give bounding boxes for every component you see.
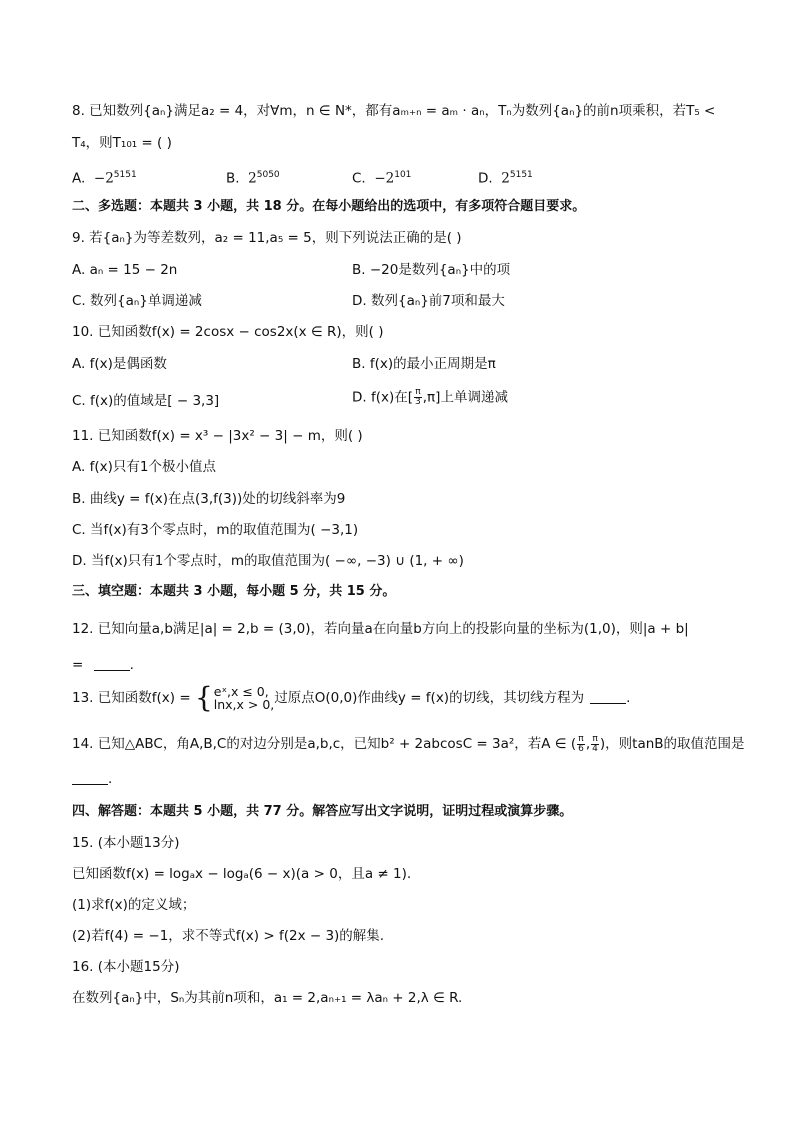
- q9-option-a: A. aₙ = 15 − 2n: [72, 262, 178, 278]
- q9-stem: 9. 若{aₙ}为等差数列，a₂ = 11,a₅ = 5，则下列说法正确的是( ): [72, 230, 462, 246]
- q8-stem-line2: T₄，则T₁₀₁ = ( ): [72, 135, 172, 151]
- q10-stem: 10. 已知函数f(x) = 2cosx − cos2x(x ∈ R)，则( ): [72, 324, 384, 340]
- q14-answer-blank: [72, 772, 108, 785]
- q15-part1: (1)求f(x)的定义域；: [72, 897, 196, 913]
- q11-option-d: D. 当f(x)只有1个零点时，m的取值范围为( −∞, −3) ∪ (1, + ∞): [72, 553, 464, 569]
- q12-line1: 12. 已知向量a,b满足|a| = 2,b = (3,0)，若向量a在向量b方向上的投影向量的坐标为(1,0)，则|a + b|: [72, 621, 689, 637]
- q10-option-d: D. f(x)在[ $\frac{\pi}{3}$ ,π]上单调递减: [352, 387, 508, 407]
- fraction-pi-over-6: $\frac{\pi}{6}$: [578, 733, 584, 754]
- q10-option-b: B. f(x)的最小正周期是π: [352, 356, 496, 372]
- q12-answer-blank: [94, 658, 130, 671]
- q14-stem: 14. 已知△ABC，角A,B,C的对边分别是a,b,c，已知b² + 2abcosC = 3a²，若A ∈ ( $\frac{\pi}{6}$ , $\frac{\pi}{4}$ )，则tanB的取值范围是: [72, 733, 745, 754]
- q13-stem: 13. 已知函数f(x) = { eˣ,x ≤ 0, lnx,x > 0, 过原点O(0,0)作曲线y = f(x)的切线，其切线方程为 .: [72, 681, 631, 714]
- q11-option-b: B. 曲线y = f(x)在点(3,f(3))处的切线斜率为9: [72, 491, 346, 507]
- q16-stem: 在数列{aₙ}中，Sₙ为其前n项和，a₁ = 2,aₙ₊₁ = λaₙ + 2,λ ∈ R.: [72, 990, 463, 1006]
- q12-line2: = .: [72, 657, 134, 673]
- q10-option-c: C. f(x)的值域是[ − 3,3]: [72, 393, 220, 409]
- q9-option-c: C. 数列{aₙ}单调递减: [72, 293, 202, 309]
- q10-option-a: A. f(x)是偶函数: [72, 356, 167, 372]
- q8-option-d: D. $2^{5151}$: [478, 170, 533, 187]
- q11-option-a: A. f(x)只有1个极小值点: [72, 459, 216, 475]
- section-multiple-choice-heading: 二、多选题：本题共 3 小题，共 18 分。在每小题给出的选项中，有多项符合题目要求。: [72, 199, 586, 214]
- q15-part2: (2)若f(4) = −1，求不等式f(x) > f(2x − 3)的解集.: [72, 928, 385, 944]
- q9-option-d: D. 数列{aₙ}前7项和最大: [352, 293, 505, 309]
- q13-piecewise: { eˣ,x ≤ 0, lnx,x > 0,: [194, 681, 275, 714]
- q13-answer-blank: [590, 691, 626, 704]
- q8-option-b: B. $2^{5050}$: [226, 170, 280, 187]
- section-fill-in-heading: 三、填空题：本题共 3 小题，每小题 5 分，共 15 分。: [72, 584, 396, 599]
- q8-option-a: A. $-2^{5151}$: [72, 170, 137, 187]
- q9-option-b: B. −20是数列{aₙ}中的项: [352, 262, 511, 278]
- q11-stem: 11. 已知函数f(x) = x³ − |3x² − 3| − m，则( ): [72, 428, 363, 444]
- fraction-pi-over-4: $\frac{\pi}{4}$: [592, 733, 598, 754]
- q15-stem: 已知函数f(x) = logₐx − logₐ(6 − x)(a > 0，且a ≠ 1).: [72, 866, 412, 882]
- q8-option-c: C. $-2^{101}$: [352, 170, 412, 187]
- q16-heading: 16. (本小题15分): [72, 959, 180, 975]
- q11-option-c: C. 当f(x)有3个零点时，m的取值范围为( −3,1): [72, 522, 359, 538]
- q8-stem-line1: 8. 已知数列{aₙ}满足a₂ = 4，对∀m，n ∈ N*，都有aₘ₊ₙ = aₘ · aₙ，Tₙ为数列{aₙ}的前n项乘积，若T₅ <: [72, 103, 716, 119]
- fraction-pi-over-3: $\frac{\pi}{3}$: [415, 387, 421, 407]
- q12-equals: =: [72, 657, 88, 673]
- section-solution-heading: 四、解答题：本题共 5 小题，共 77 分。解答应写出文字说明，证明过程或演算步骤。: [72, 804, 573, 819]
- q15-heading: 15. (本小题13分): [72, 835, 180, 851]
- q14-answer-line: .: [66, 770, 112, 788]
